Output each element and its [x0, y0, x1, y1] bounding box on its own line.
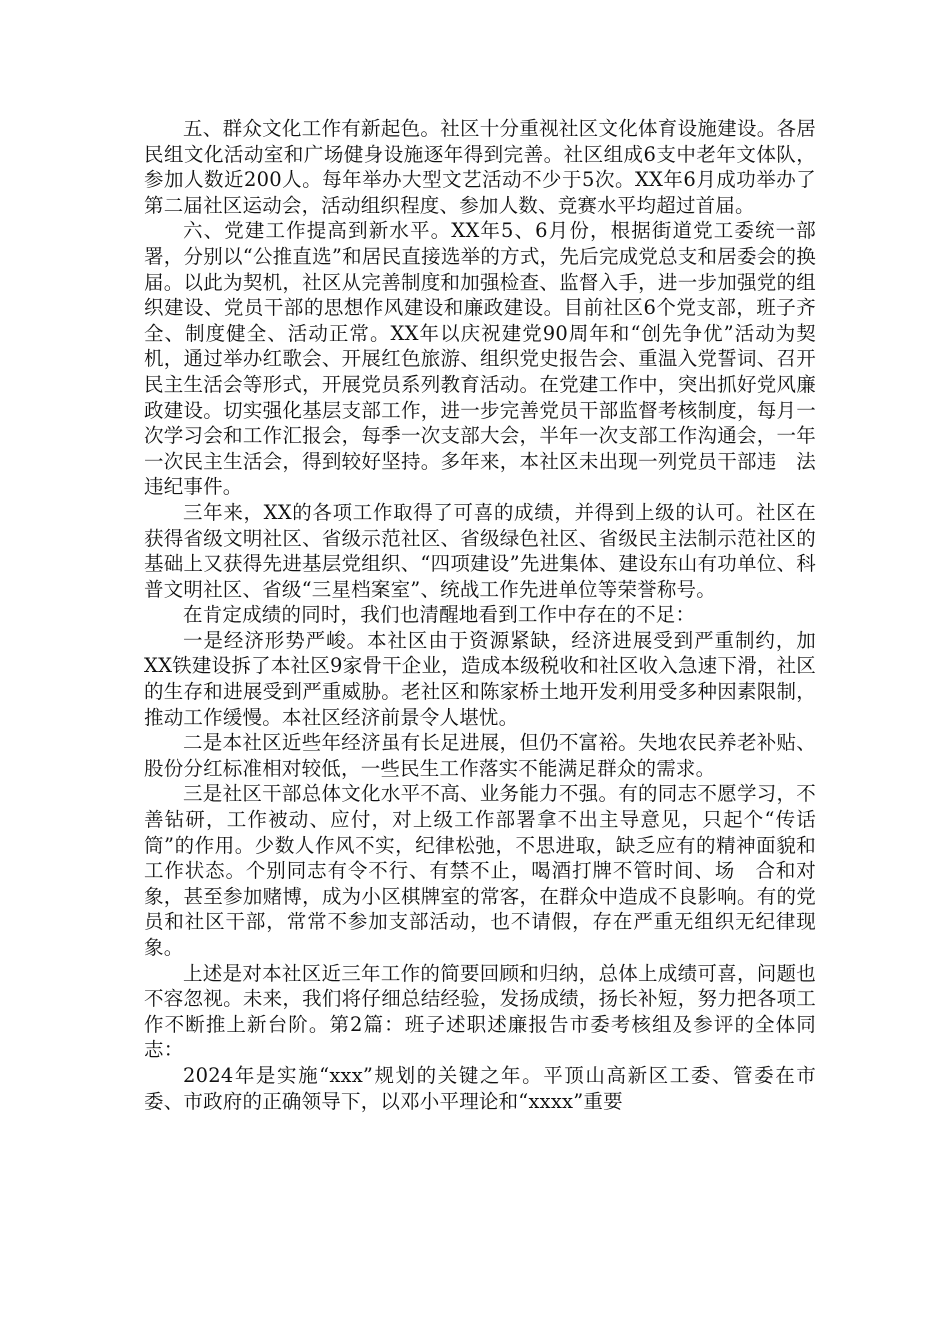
paragraph-summary: 上述是对本社区近三年工作的简要回顾和归纳，总体上成绩可喜，问题也不容忽视。未来，我们将仔细总结经验，发扬成绩，扬长补短，努力把各项工作不断推上新台阶。第2篇：班子述职述廉报告市委考核组及参评的全体同志： [144, 961, 816, 1062]
paragraph-2024-plan: 2024年是实施“xxx”规划的关键之年。平顶山高新区工委、管委在市委、市政府的正确领导下，以邓小平理论和“xxxx”重要 [144, 1063, 816, 1113]
paragraph-three-year-achievements: 三年来，XX的各项工作取得了可喜的成绩，并得到上级的认可。社区在获得省级文明社区、省级示范社区、省级绿色社区、省级民主法制示范社区的基础上又获得先进基层党组织、“四项建设”先进集体、建设东山有功单位、科普文明社区、省级“三星档案室”、统战工作先进单位等荣誉称号。 [144, 500, 816, 601]
paragraph-shortcomings-intro: 在肯定成绩的同时，我们也清醒地看到工作中存在的不足： [183, 603, 696, 627]
document-page [144, 116, 816, 1114]
paragraph-cultural-work: 五、群众文化工作有新起色。社区十分重视社区文化体育设施建设。各居民组文化活动室和广场健身设施逐年得到完善。社区组成6支中老年文体队，参加人数近200人。每年举办大型文艺活动不少于5次。XX年6月成功举办了第二届社区运动会，活动组织程度、参加人数、竞赛水平均超过首届。 [144, 117, 816, 217]
paragraph-cadre-quality: 三是社区干部总体文化水平不高、业务能力不强。有的同志不愿学习，不善钻研，工作被动、应付，对上级工作部署拿不出主导意见，只起个“传话筒”的作用。少数人作风不实，纪律松弛，不思进取，缺乏应有的精神面貌和工作状态。个别同志有令不行、有禁不止，喝酒打牌不管时间、场 合和对象，甚至参加赌博，成为小区棋牌室的常客，在群众中造成不良影响。有的党员和社区干部，常常不参加支部活动，也不请假，存在严重无组织无纪律现象。 [144, 782, 816, 959]
paragraph-not-wealthy: 二是本社区近些年经济虽有长足进展，但仍不富裕。失地农民养老补贴、股份分红标准相对较低，一些民生工作落实不能满足群众的需求。 [144, 731, 816, 780]
paragraph-economic-situation: 一是经济形势严峻。本社区由于资源紧缺，经济进展受到严重制约，加XX铁建设拆了本社区9家骨干企业，造成本级税收和社区收入急速下滑，社区的生存和进展受到严重威胁。老社区和陈家桥土地开发利用受多种因素限制，推动工作缓慢。本社区经济前景令人堪忧。 [144, 628, 816, 729]
paragraph-party-building: 六、党建工作提高到新水平。XX年5、6月份，根据街道党工委统一部署，分别以“公推直选”和居民直接选举的方式，先后完成党总支和居委会的换届。以此为契机，社区从完善制度和加强检查、监督入手，进一步加强党的组织建设、党员干部的思想作风建设和廉政建设。目前社区6个党支部，班子齐全、制度健全、活动正常。XX年以庆祝建党90周年和“创先争优”活动为契机，通过举办红歌会、开展红色旅游、组织党史报告会、重温入党誓词、召开民主生活会等形式，开展党员系列教育活动。在党建工作中，突出抓好党风廉政建设。切实强化基层支部工作，进一步完善党员干部监督考核制度，每月一次学习会和工作汇报会，每季一次支部大会，半年一次支部工作沟通会，一年一次民主生活会，得到较好坚持。多年来，本社区未出现一列党员干部违 法违纪事件。 [144, 219, 816, 499]
